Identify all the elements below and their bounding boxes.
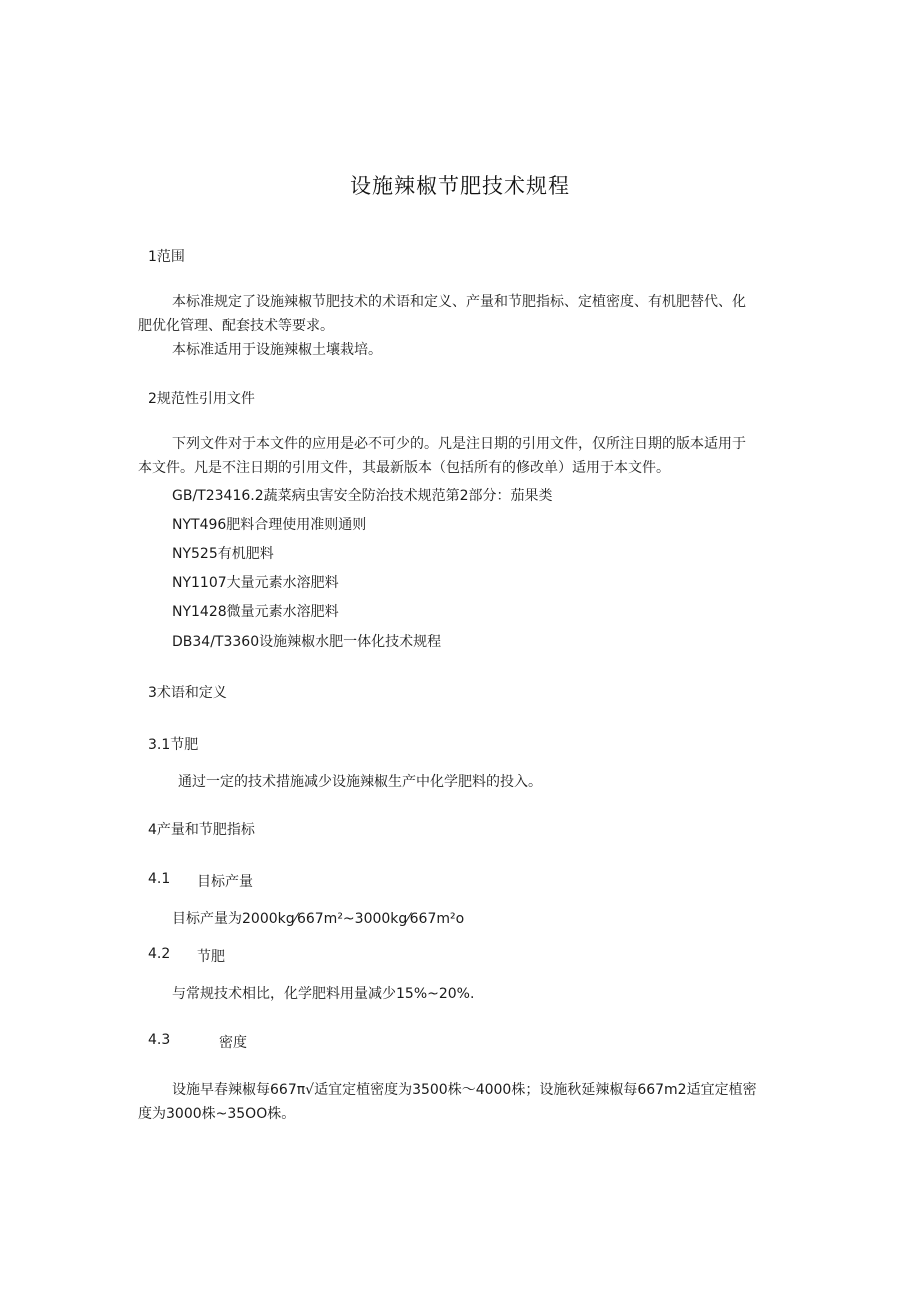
document-title: 设施辣椒节肥技术规程 xyxy=(350,174,570,198)
section-1-applicability: 本标准适用于设施辣椒土壤栽培。 xyxy=(172,342,382,358)
reference-item: GB/T23416.2蔬菜病虫害安全防治技术规范第2部分：茄果类 xyxy=(172,488,553,504)
reference-item: NYT496肥料合理使用准则通则 xyxy=(172,517,367,533)
section-4-3-title: 密度 xyxy=(219,1035,247,1051)
section-2-heading: 2规范性引用文件 xyxy=(148,391,255,407)
section-3-heading: 3术语和定义 xyxy=(148,685,227,701)
section-1-heading: 1范围 xyxy=(148,249,185,265)
section-4-3-text-line-1: 设施早春辣椒每667π√适宜定植密度为3500株～4000株；设施秋延辣椒每667m2适宜定植密 xyxy=(172,1082,757,1098)
section-4-1-text: 目标产量为2000kg⁄667m²~3000kg⁄667m²o xyxy=(172,911,465,927)
section-3-1-definition: 通过一定的技术措施减少设施辣椒生产中化学肥料的投入。 xyxy=(178,774,542,790)
section-4-2-text: 与常规技术相比，化学肥料用量减少15%~20%. xyxy=(172,986,475,1002)
section-4-1-title: 目标产量 xyxy=(197,874,253,890)
section-2-paragraph-line-1: 下列文件对于本文件的应用是必不可少的。凡是注日期的引用文件，仅所注日期的版本适用于 xyxy=(172,436,746,452)
section-3-1-heading: 3.1节肥 xyxy=(148,737,199,753)
section-4-3-text-line-2: 度为3000株~35OO株。 xyxy=(138,1106,296,1122)
reference-item: NY1107大量元素水溶肥料 xyxy=(172,575,339,591)
section-1-paragraph-line-1: 本标准规定了设施辣椒节肥技术的术语和定义、产量和节肥指标、定植密度、有机肥替代、化 xyxy=(172,294,746,310)
section-1-paragraph-line-2: 肥优化管理、配套技术等要求。 xyxy=(138,318,334,334)
section-4-2-title: 节肥 xyxy=(197,949,225,965)
section-4-heading: 4产量和节肥指标 xyxy=(148,822,255,838)
reference-item: NY1428微量元素水溶肥料 xyxy=(172,604,339,620)
section-4-2-number: 4.2 xyxy=(148,946,171,962)
section-4-1-number: 4.1 xyxy=(148,871,171,887)
section-2-paragraph-line-2: 本文件。凡是不注日期的引用文件，其最新版本（包括所有的修改单）适用于本文件。 xyxy=(138,460,670,476)
reference-item: NY525有机肥料 xyxy=(172,546,274,562)
section-4-3-number: 4.3 xyxy=(148,1032,171,1048)
reference-item: DB34/T3360设施辣椒水肥一体化技术规程 xyxy=(172,634,442,650)
